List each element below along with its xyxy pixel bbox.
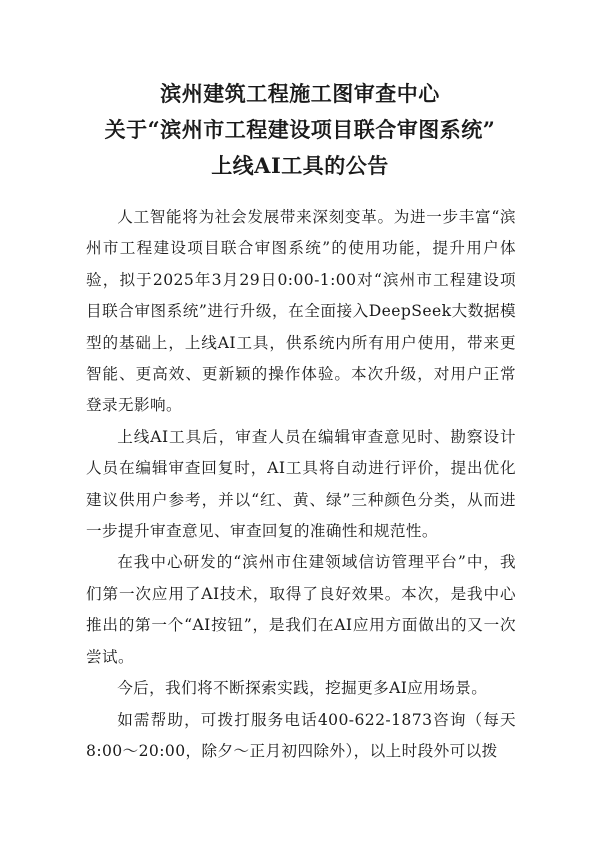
title-line-2: 关于“滨州市工程建设项目联合审图系统” — [104, 117, 496, 142]
paragraph-future: 今后，我们将不断探索实践，挖掘更多AI应用场景。 — [117, 679, 488, 698]
paragraph-ai-history: 在我中心研发的“滨州市住建领域信访管理平台”中，我们第一次应用了AI技术，取得了良好效果。本次，是我中心推出的第一个“AI按钮”，是我们在AI应用方面做出的又一次尝试。 — [86, 553, 516, 666]
paragraph-intro: 人工智能将为社会发展带来深刻变革。为进一步丰富“滨州市工程建设项目联合审图系统”的使用功能，提升用户体验，拟于2025年3月29日0:00-1:00对“滨州市工程建设项目联合审图系统”进行升级，在全面接入DeepSeek大数据模型的基础上，上线AI工具，供系统内所有用户使用，带来更智能、更高效、更新颖的操作体验。本次升级，对用户正常登录无影响。 — [86, 208, 516, 415]
paragraph-contact: 如需帮助，可拨打服务电话400-622-1873咨询（每天8:00～20:00，除夕～正月初四除外），以上时段外可以拨 — [86, 710, 516, 760]
announcement-title — [60, 76, 540, 184]
title-line-1: 滨州建筑工程施工图审查中心 — [160, 81, 440, 106]
announcement-body — [86, 202, 516, 767]
title-line-3: 上线AI工具的公告 — [211, 153, 389, 178]
paragraph-ai-tool-function: 上线AI工具后，审查人员在编辑审查意见时、勘察设计人员在编辑审查回复时，AI工具将自动进行评价，提出优化建议供用户参考，并以“红、黄、绿”三种颜色分类，从而进一步提升审查意见、审查回复的准确性和规范性。 — [86, 427, 516, 541]
